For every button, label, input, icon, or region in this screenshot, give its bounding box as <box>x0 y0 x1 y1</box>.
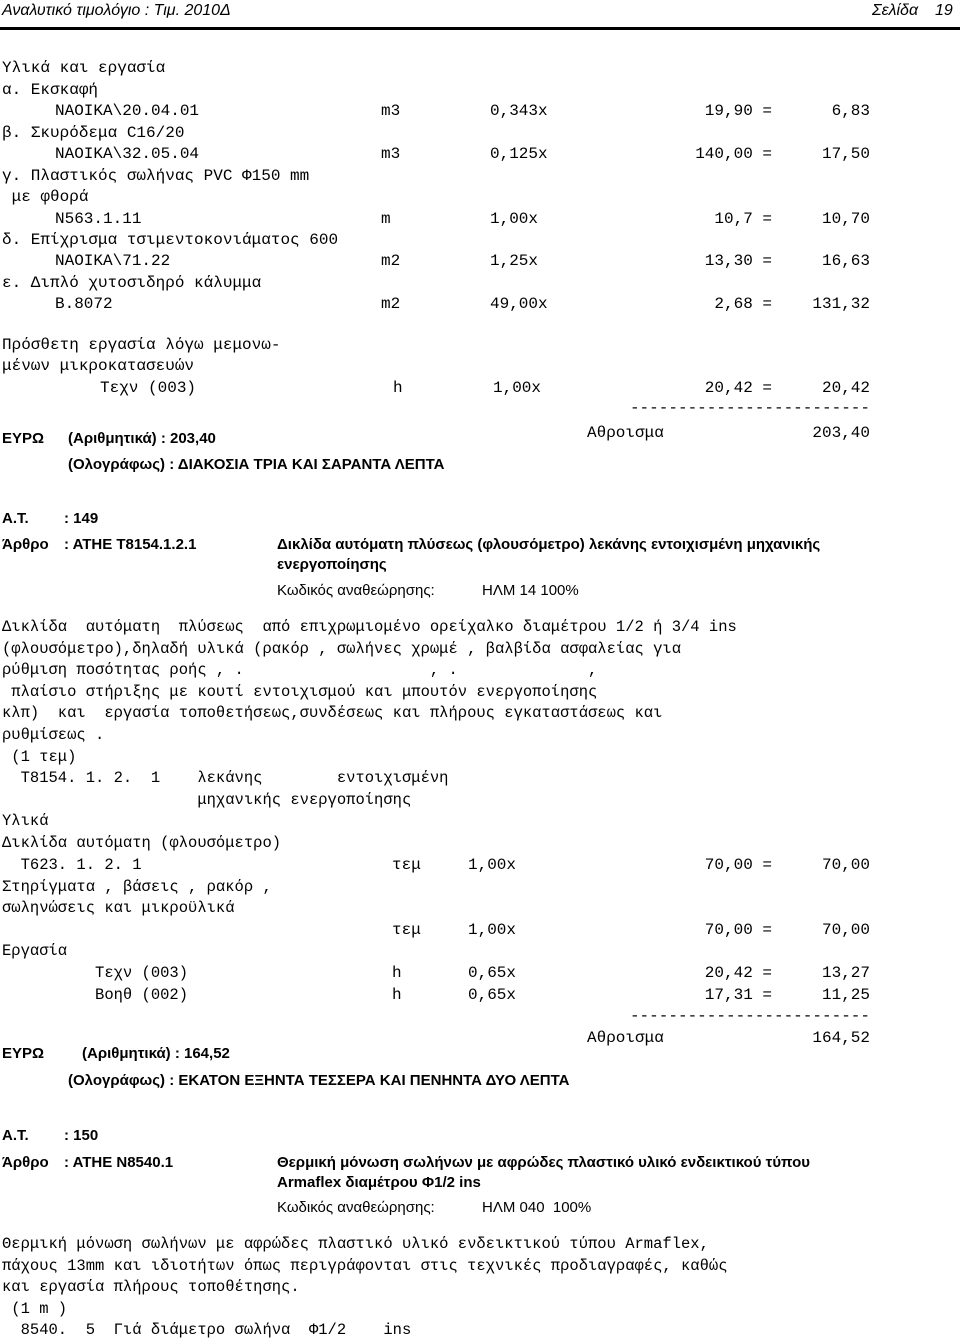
labor-price: 20,42 = <box>704 379 772 397</box>
item-total: 11,25 <box>821 986 870 1004</box>
item-total: 6,83 <box>831 102 870 120</box>
item-code: Στηρίγματα , βάσεις , ρακόρ , <box>2 878 272 896</box>
article-title: Armaflex διαμέτρου Φ1/2 ins <box>277 1174 481 1191</box>
sum-label: Αθροισμα <box>587 1029 664 1047</box>
description-line: μηχανικής ενεργοποίησης <box>2 790 412 809</box>
revision-label: Κωδικός αναθεώρησης: <box>277 582 435 599</box>
description-line: Υλικά <box>2 812 49 831</box>
item-total: 16,63 <box>821 252 870 270</box>
sum-value: 164,52 <box>812 1029 870 1047</box>
item-qty: 0,65x <box>468 986 517 1004</box>
item-unit: m2 <box>381 295 401 313</box>
labor-total: 20,42 <box>821 379 870 397</box>
revision-value: ΗΛΜ 040 100% <box>482 1199 592 1216</box>
revision-label: Κωδικός αναθεώρησης: <box>277 1199 435 1216</box>
at-value: : 150 <box>64 1127 99 1144</box>
item-label: ε. Διπλό χυτοσιδηρό κάλυμμα <box>2 274 262 292</box>
item-unit: h <box>392 986 402 1004</box>
section-heading: Υλικά και εργασία <box>2 59 166 77</box>
euro-label: ΕΥΡΩ <box>2 1045 45 1062</box>
description-line: Δικλίδα αυτόματη (φλουσόμετρο) <box>2 834 282 852</box>
header-rule <box>0 27 960 30</box>
dash-separator: ------------------------- <box>629 399 870 417</box>
words-amount: (Ολογράφως) : ΕΚΑΤΟΝ ΕΞΗΝΤΑ ΤΕΣΣΕΡΑ ΚΑΙ ΠΕΝΗΝΤΑ ΔΥΟ ΛΕΠΤΑ <box>68 1072 570 1089</box>
article-title: Δικλίδα αυτόματη πλύσεως (φλουσόμετρο) λεκάνης εντοιχισμένη μηχανικής <box>277 536 821 553</box>
item-total: 70,00 <box>821 856 870 874</box>
item-unit: τεμ <box>392 921 421 939</box>
description-line: ρύθμιση ποσότητας ροής , . , . , <box>2 661 598 680</box>
item-unit: m3 <box>381 102 401 120</box>
description-line: Θερμική μόνωση σωλήνων με αφρώδες πλαστικό υλικό ενδεικτικού τύπου Armaflex, <box>2 1235 709 1253</box>
item-qty: 1,00x <box>468 856 517 874</box>
page-number: 19 <box>935 2 953 19</box>
item-code: Ν563.1.11 <box>55 210 142 228</box>
item-code: ΝΑΟΙΚΑ\20.04.01 <box>55 102 200 120</box>
item-code: Τεχν (003) <box>2 964 189 982</box>
item-price: 13,30 = <box>704 252 772 270</box>
item-label: β. Σκυρόδεμα C16/20 <box>2 124 185 142</box>
item-qty: 0,343x <box>490 102 548 120</box>
document-title: Αναλυτικό τιμολόγιο : Τιμ. 2010Δ <box>2 2 231 19</box>
extra-work-line: μένων μικροκατασευών <box>2 357 195 375</box>
arthro-value: : ΑΤΗΕ Ν8540.1 <box>64 1154 174 1171</box>
arthro-label: Άρθρο <box>2 536 49 553</box>
words-amount: (Ολογράφως) : ΔΙΑΚΟΣΙΑ ΤΡΙΑ ΚΑΙ ΣΑΡΑΝΤΑ ΛΕΠΤΑ <box>68 456 445 473</box>
item-unit: τεμ <box>392 856 421 874</box>
sum-value: 203,40 <box>812 424 870 442</box>
item-code: ΝΑΟΙΚΑ\32.05.04 <box>55 145 200 163</box>
item-price: 17,31 = <box>704 986 772 1004</box>
description-line: Δικλίδα αυτόματη πλύσεως από επιχρωμιομένο ορείχαλκο διαμέτρου 1/2 ή 3/4 ins <box>2 618 737 636</box>
item-total: 131,32 <box>812 295 870 313</box>
euro-label: ΕΥΡΩ <box>2 430 45 447</box>
arthro-value: : ΑΤΗΕ Τ8154.1.2.1 <box>64 536 197 553</box>
description-line: (φλουσόμετρο),δηλαδή υλικά (ρακόρ , σωλήνες χρωμέ , βαλβίδα ασφαλείας για <box>2 639 682 658</box>
item-qty: 1,25x <box>490 252 539 270</box>
at-label: Α.Τ. <box>2 1127 29 1144</box>
description-line: και εργασία πλήρους τοποθέτησης. <box>2 1278 300 1297</box>
labor-unit: h <box>393 379 403 397</box>
extra-work-line: Πρόσθετη εργασία λόγω μεμονω- <box>2 336 281 354</box>
item-qty: 1,00x <box>490 210 539 228</box>
page-label: Σελίδα <box>872 2 919 19</box>
description-line: 8540. 5 Γιά διάμετρο σωλήνα Φ1/2 ins <box>2 1321 412 1340</box>
item-price: 10,7 = <box>714 210 772 228</box>
item-code: Τ623. 1. 2. 1 <box>2 856 142 874</box>
at-value: : 149 <box>64 510 99 527</box>
item-label: με φθορά <box>2 188 89 206</box>
description-line: Τ8154. 1. 2. 1 λεκάνης εντοιχισμένη <box>2 769 449 788</box>
numeric-amount: (Αριθμητικά) : 164,52 <box>82 1045 230 1062</box>
item-price: 140,00 = <box>695 145 772 163</box>
item-code: ΝΑΟΙΚΑ\71.22 <box>55 252 171 270</box>
item-price: 2,68 = <box>714 295 772 313</box>
item-label: α. Εκσκαφή <box>2 81 99 99</box>
item-qty: 49,00x <box>490 295 548 313</box>
item-unit: m2 <box>381 252 401 270</box>
labor-code: Τεχν (003) <box>100 379 197 397</box>
item-price: 19,90 = <box>704 102 772 120</box>
item-unit: h <box>392 964 402 982</box>
item-label: γ. Πλαστικός σωλήνας PVC Φ150 mm <box>2 167 310 185</box>
item-total: 10,70 <box>821 210 870 228</box>
item-qty: 0,125x <box>490 145 548 163</box>
labor-qty: 1,00x <box>493 379 542 397</box>
item-code: Β.8072 <box>55 295 113 313</box>
item-qty: 1,00x <box>468 921 517 939</box>
item-price: 70,00 = <box>704 856 772 874</box>
item-label: δ. Επίχρισμα τσιμεντοκονιάματος 600 <box>2 231 339 249</box>
description-line: (1 m ) <box>2 1299 68 1318</box>
item-unit: m <box>381 210 391 228</box>
item-total: 13,27 <box>821 964 870 982</box>
item-total: 70,00 <box>821 921 870 939</box>
arthro-label: Άρθρο <box>2 1154 49 1171</box>
item-unit: m3 <box>381 145 401 163</box>
description-line: ρυθμίσεως . <box>2 726 105 744</box>
item-code: σωληνώσεις και μικροϋλικά <box>2 899 235 917</box>
description-line: (1 τεμ) <box>2 747 77 766</box>
item-code: Βοηθ (002) <box>2 986 189 1004</box>
at-label: Α.Τ. <box>2 510 29 527</box>
item-price: 70,00 = <box>704 921 772 939</box>
numeric-amount: (Αριθμητικά) : 203,40 <box>68 430 216 447</box>
description-line: κλπ) και εργασία τοποθετήσεως,συνδέσεως και πλήρους εγκαταστάσεως και <box>2 704 663 723</box>
description-line: πάχους 13mm και ιδιοτήτων όπως περιγράφονται στις τεχνικές προδιαγραφές, καθώς <box>2 1256 728 1275</box>
item-price: 20,42 = <box>704 964 772 982</box>
dash-separator: ------------------------- <box>629 1007 870 1025</box>
item-total: 17,50 <box>821 145 870 163</box>
article-title: Θερμική μόνωση σωλήνων με αφρώδες πλαστικό υλικό ενδεικτικού τύπου <box>277 1154 811 1171</box>
description-line: πλαίσιο στήριξης με κουτί εντοιχισμού και μπουτόν ενεργοποίησης <box>2 682 598 701</box>
article-title: ενεργοποίησης <box>277 556 387 573</box>
revision-value: ΗΛΜ 14 100% <box>482 582 579 599</box>
sum-label: Αθροισμα <box>587 424 664 442</box>
item-qty: 0,65x <box>468 964 517 982</box>
item-code: Εργασία <box>2 942 68 960</box>
